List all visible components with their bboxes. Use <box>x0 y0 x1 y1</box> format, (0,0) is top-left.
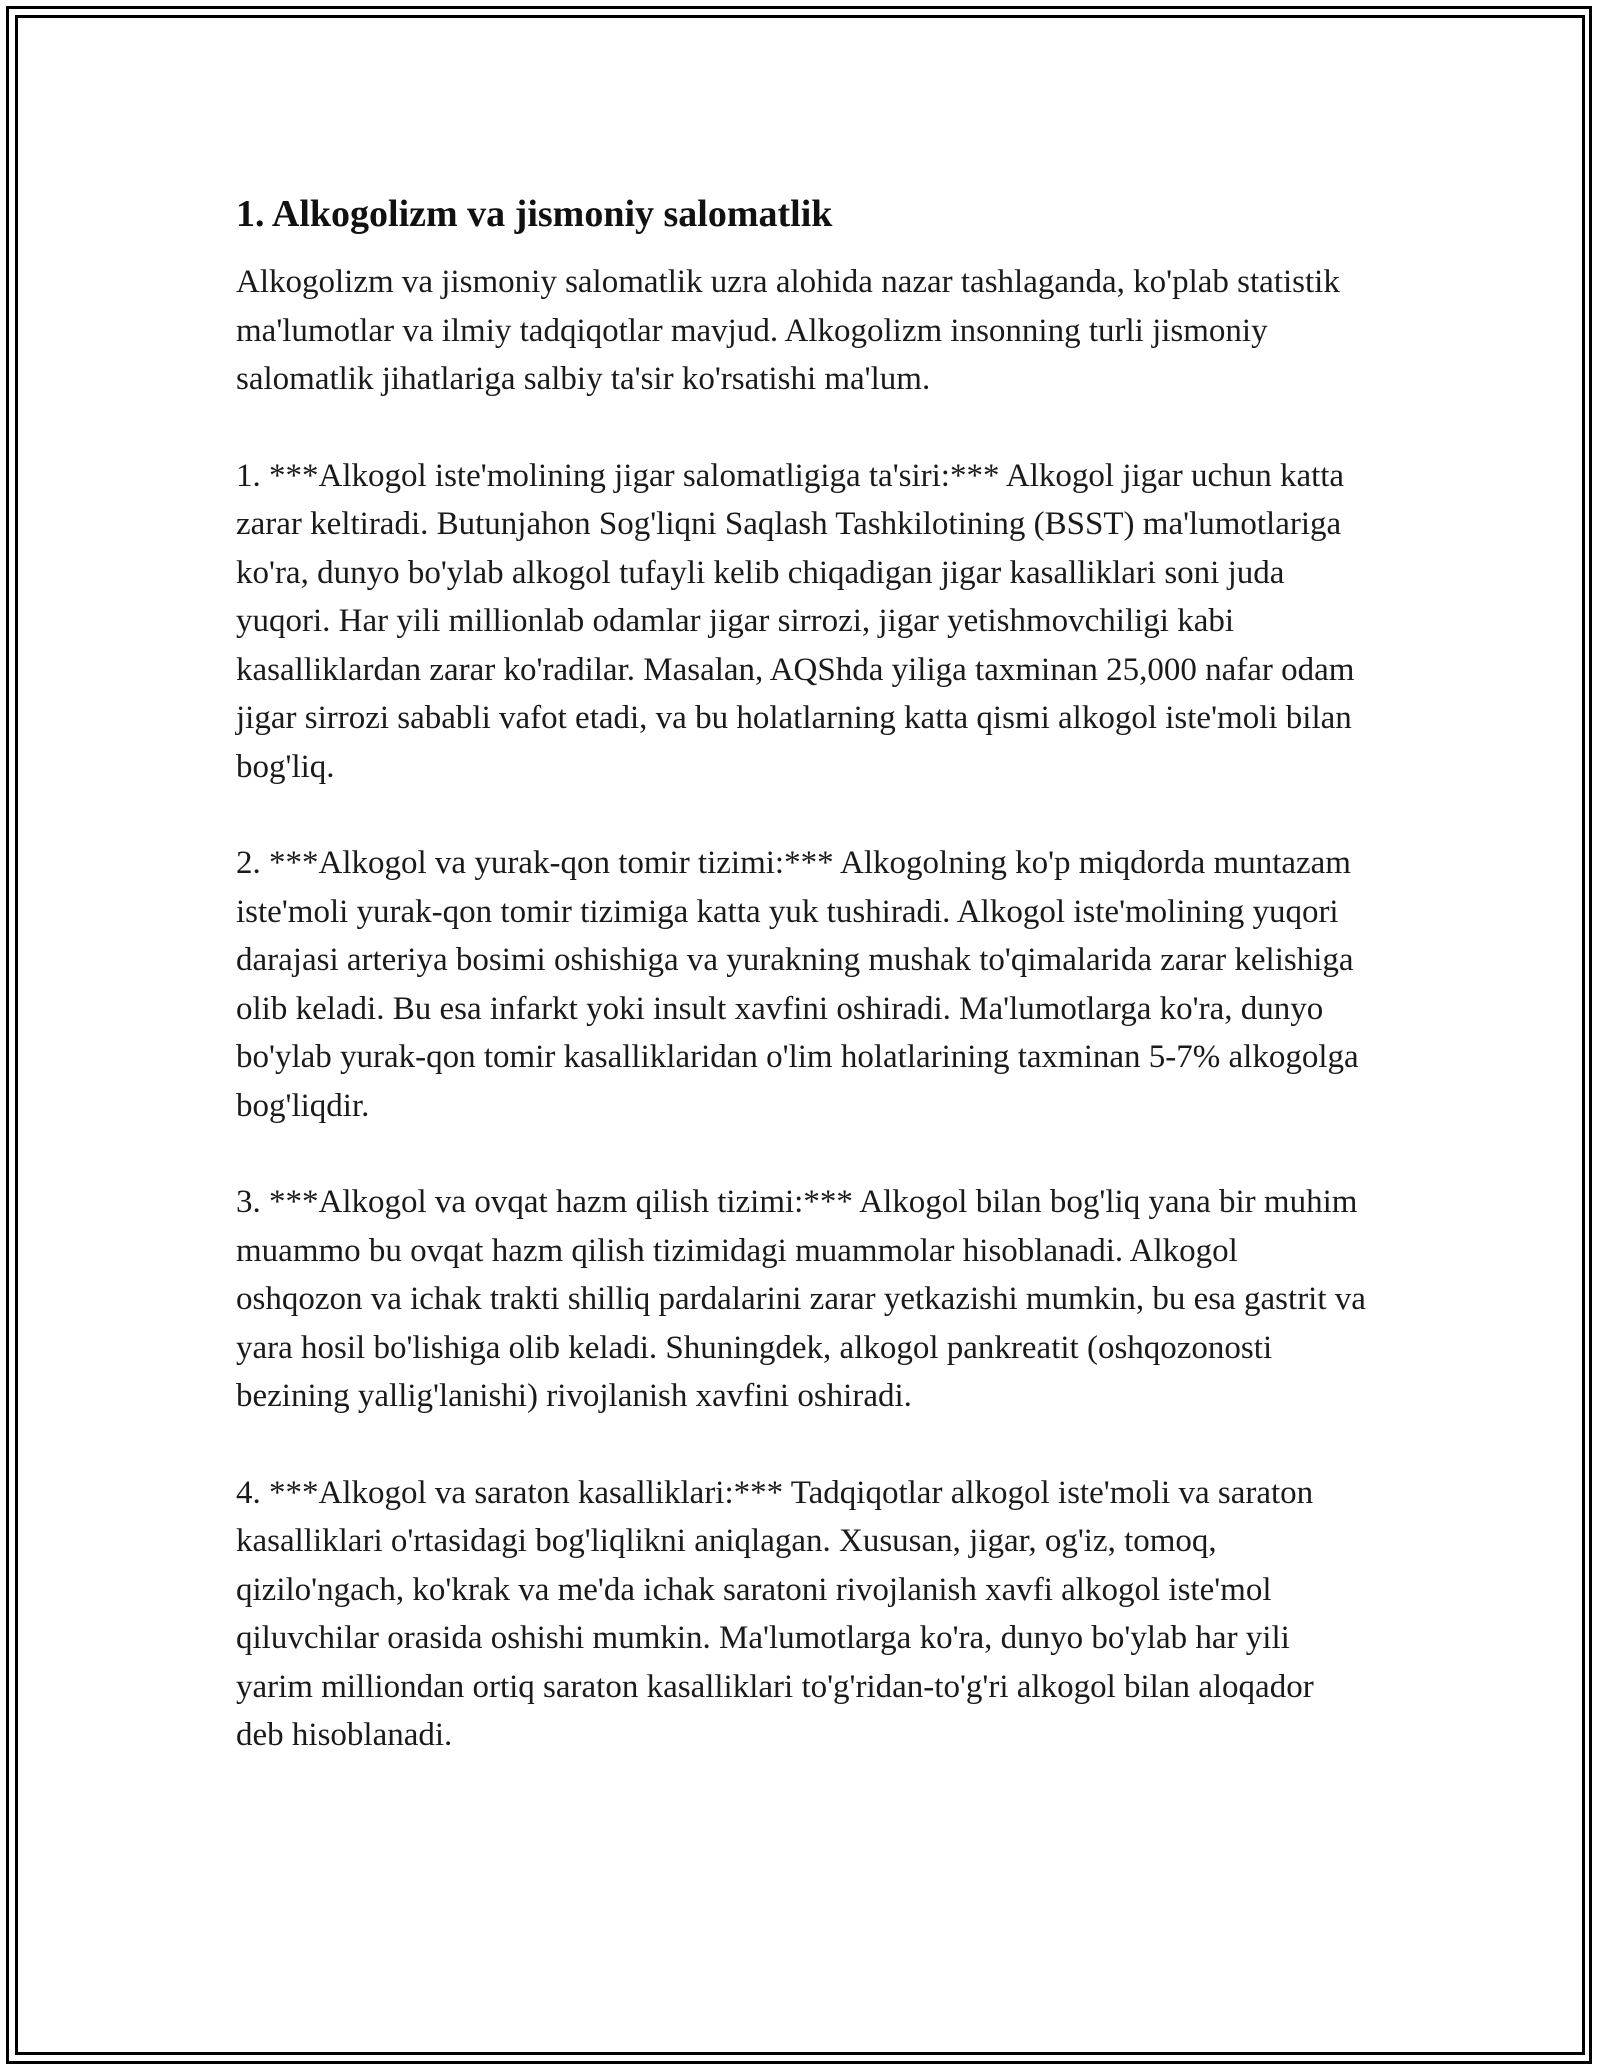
document-body <box>236 186 1366 1760</box>
intro-paragraph: Alkogolizm va jismoniy salomatlik uzra alohida nazar tashlaganda, ko'plab statistik ma'lumotlar va ilmiy tadqiqotlar mavjud. Alkogolizm insonning turli jismoniy salomatlik jihatlariga salbiy ta'sir ko'rsatishi ma'lum. <box>236 264 1340 397</box>
paragraph-liver-health: 1. ***Alkogol iste'molining jigar salomatligiga ta'siri:*** Alkogol jigar uchun katta zarar keltiradi. Butunjahon Sog'liqni Saqlash Tashkilotining (BSST) ma'lumotlariga ko'ra, dunyo bo'ylab alkogol tufayli kelib chiqadigan jigar kasalliklari soni juda yuqori. Har yili millionlab odamlar jigar sirrozi, jigar yetishmovchiligi kabi kasalliklardan zarar ko'radilar. Masalan, AQShda yiliga taxminan 25,000 nafar odam jigar sirrozi sababli vafot etadi, va bu holatlarning katta qismi alkogol iste'moli bilan bog'liq. <box>236 457 1355 785</box>
paragraph-cardiovascular: 2. ***Alkogol va yurak-qon tomir tizimi:*** Alkogolning ko'p miqdorda muntazam iste'moli yurak-qon tomir tizimiga katta yuk tushiradi. Alkogol iste'molining yuqori darajasi arteriya bosimi oshishiga va yurakning mushak to'qimalarida zarar kelishiga olib keladi. Bu esa infarkt yoki insult xavfini oshiradi. Ma'lumotlarga ko'ra, dunyo bo'ylab yurak-qon tomir kasalliklaridan o'lim holatlarining taxminan 5-7% alkogolga bog'liqdir. <box>236 845 1359 1124</box>
section-heading: 1. Alkogolizm va jismoniy salomatlik <box>236 193 833 235</box>
paragraph-digestive-system: 3. ***Alkogol va ovqat hazm qilish tizimi:*** Alkogol bilan bog'liq yana bir muhim muammo bu ovqat hazm qilish tizimidagi muammolar hisoblanadi. Alkogol oshqozon va ichak trakti shilliq pardalarini zarar yetkazishi mumkin, bu esa gastrit va yara hosil bo'lishiga olib keladi. Shuningdek, alkogol pankreatit (oshqozonosti bezining yallig'lanishi) rivojlanish xavfini oshiradi. <box>236 1184 1366 1414</box>
paragraph-cancer: 4. ***Alkogol va saraton kasalliklari:*** Tadqiqotlar alkogol iste'moli va saraton kasalliklari o'rtasidagi bog'liqlikni aniqlagan. Xususan, jigar, og'iz, tomoq, qizilo'ngach, ko'krak va me'da ichak saratoni rivojlanish xavfi alkogol iste'mol qiluvchilar orasida oshishi mumkin. Ma'lumotlarga ko'ra, dunyo bo'ylab har yili yarim milliondan ortiq saraton kasalliklari to'g'ridan-to'g'ri alkogol bilan aloqador deb hisoblanadi. <box>236 1474 1314 1753</box>
